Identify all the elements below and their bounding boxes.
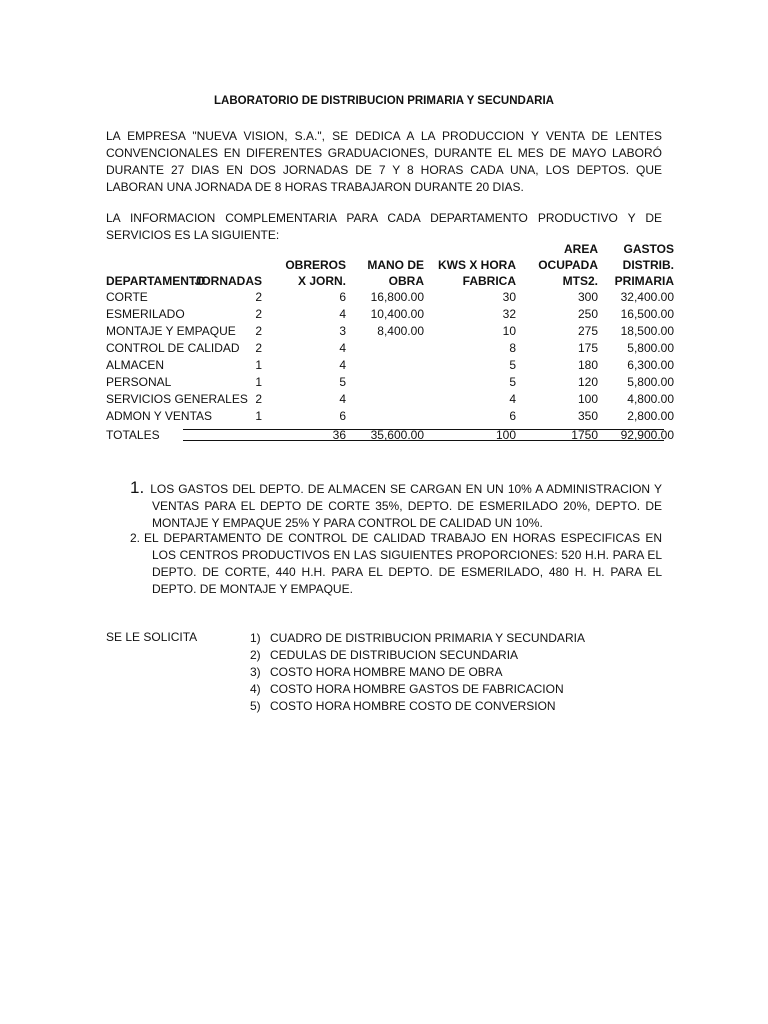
dept-name: ESMERILADO: [106, 306, 185, 321]
table-row: [104, 339, 676, 356]
cell-jornadas: 2: [255, 323, 262, 338]
header-area-1: AREA: [563, 242, 598, 256]
header-jornadas: JORNADAS: [194, 274, 262, 288]
solicita-number: 5): [250, 699, 261, 713]
cell-area: 180: [577, 357, 598, 372]
dept-name: CONTROL DE CALIDAD: [106, 340, 240, 355]
header-row-3: [104, 272, 676, 288]
header-gastos-3: PRIMARIA: [614, 274, 674, 288]
solicita-text: COSTO HORA HOMBRE MANO DE OBRA: [270, 665, 503, 679]
header-row-2: [104, 256, 676, 272]
header-gastos-1: GASTOS: [623, 242, 674, 256]
cell-jornadas: 2: [255, 306, 262, 321]
header-kws-1: KWS X HORA: [438, 258, 516, 272]
cell-obreros: 4: [339, 306, 346, 321]
totals-label: TOTALES: [106, 427, 160, 442]
note-number-2: 2.: [130, 531, 141, 545]
cell-obreros: 3: [339, 323, 346, 338]
note-item-2: [130, 530, 662, 598]
cell-dept: [104, 373, 184, 390]
solicita-item: [250, 681, 585, 698]
solicita-item: [250, 647, 585, 664]
header-obreros-2: X JORN.: [297, 274, 346, 288]
cell-gastos: 2,800.00: [627, 408, 674, 423]
cell-jornadas: 1: [255, 374, 262, 389]
solicita-text: COSTO HORA HOMBRE COSTO DE CONVERSION: [270, 699, 556, 713]
cell-area: 250: [577, 306, 598, 321]
totals-obreros: 36: [332, 427, 346, 442]
cell-obreros: 4: [339, 391, 346, 406]
table-row: [104, 288, 676, 305]
note-number-1: 1.: [130, 478, 145, 497]
totals-mano: 35,600.00: [370, 427, 424, 442]
document-title: LABORATORIO DE DISTRIBUCION PRIMARIA Y SECUNDARIA: [214, 95, 554, 107]
solicita-list: [250, 630, 585, 715]
note-text-2: EL DEPARTAMENTO DE CONTROL DE CALIDAD TRABAJO EN HORAS ESPECIFICAS EN LOS CENTROS PRODUCTIVOS EN LAS SIGUIENTES PROPORCIONES: 520 H.H. PARA EL DEPTO. DE CORTE, 440 H.H. PARA EL DEPTO. DE ESMERILADO, 480 H. H. PARA EL DEPTO. DE MONTAJE Y EMPAQUE.: [144, 531, 662, 596]
cell-dept: [104, 322, 236, 339]
cell-gastos: 4,800.00: [627, 391, 674, 406]
cell-gastos: 6,300.00: [627, 357, 674, 372]
dept-name: ALMACEN: [106, 357, 165, 372]
cell-mano: [348, 373, 426, 390]
cell-gastos: 32,400.00: [620, 289, 674, 304]
cell-jornadas: 1: [255, 357, 262, 372]
cell-area: 300: [577, 289, 598, 304]
totals-kws: 100: [495, 427, 516, 442]
cell-jornadas: 2: [255, 289, 262, 304]
solicita-number: 3): [250, 665, 261, 679]
dept-name: ADMON Y VENTAS: [106, 408, 213, 423]
cell-kws: 5: [509, 374, 516, 389]
table-row: [104, 373, 676, 390]
cell-kws: 6: [509, 408, 516, 423]
cell-dept: [104, 288, 184, 305]
cell-kws: 10: [502, 323, 516, 338]
cell-obreros: 4: [339, 357, 346, 372]
cell-kws: 5: [509, 357, 516, 372]
table-row: [104, 305, 676, 322]
cell-mano: [348, 407, 426, 424]
cell-dept: [104, 407, 213, 424]
distribution-table: [104, 240, 676, 443]
cell-mano: 16,800.00: [370, 289, 424, 304]
cell-obreros: 4: [339, 340, 346, 355]
cell-area: 175: [577, 340, 598, 355]
cell-dept: [104, 356, 184, 373]
dept-name: MONTAJE Y EMPAQUE: [106, 323, 236, 338]
cell-kws: 32: [502, 306, 516, 321]
solicita-number: 2): [250, 648, 261, 662]
cell-dept: [104, 339, 240, 356]
cell-mano: [348, 390, 426, 407]
header-mano-1: MANO DE: [367, 258, 424, 272]
cell-gastos: 18,500.00: [620, 323, 674, 338]
totals-area: 1750: [571, 427, 598, 442]
cell-kws: 30: [502, 289, 516, 304]
solicita-label: SE LE SOLICITA: [106, 630, 198, 644]
cell-mano: [348, 339, 426, 356]
header-dept: DEPARTAMENTO: [106, 274, 206, 288]
cell-dept: [104, 305, 184, 322]
header-obreros-1: OBREROS: [285, 258, 346, 272]
solicita-item: [250, 630, 585, 647]
solicita-number: 4): [250, 682, 261, 696]
table-row: [104, 356, 676, 373]
solicita-text: CUADRO DE DISTRIBUCION PRIMARIA Y SECUNDARIA: [270, 631, 585, 645]
cell-kws: 8: [509, 340, 516, 355]
solicita-item: [250, 664, 585, 681]
header-area-3: MTS2.: [562, 274, 598, 288]
solicita-text: CEDULAS DE DISTRIBUCION SECUNDARIA: [270, 648, 519, 662]
dept-name: CORTE: [106, 289, 148, 304]
cell-area: 275: [577, 323, 598, 338]
info-paragraph: LA INFORMACION COMPLEMENTARIA PARA CADA DEPARTAMENTO PRODUCTIVO Y DE SERVICIOS ES LA SIGUIENTE:: [106, 211, 662, 242]
cell-jornadas: 2: [255, 391, 262, 406]
table-row: [104, 390, 676, 407]
solicita-item: [250, 698, 585, 715]
cell-area: 120: [577, 374, 598, 389]
cell-mano: 10,400.00: [370, 306, 424, 321]
totals-gastos: 92,900.00: [620, 427, 674, 442]
cell-obreros: 6: [339, 408, 346, 423]
header-gastos-2: DISTRIB.: [622, 258, 674, 272]
cell-gastos: 5,800.00: [627, 374, 674, 389]
dept-name: SERVICIOS GENERALES: [106, 391, 248, 406]
cell-area: 350: [577, 408, 598, 423]
note-item-1: [130, 479, 662, 532]
cell-gastos: 5,800.00: [627, 340, 674, 355]
table-row: [104, 407, 676, 424]
header-mano-2: OBRA: [388, 274, 424, 288]
header-row-1: [104, 240, 676, 256]
cell-dept: [104, 390, 248, 407]
cell-obreros: 6: [339, 289, 346, 304]
cell-gastos: 16,500.00: [620, 306, 674, 321]
cell-area: 100: [577, 391, 598, 406]
cell-kws: 4: [509, 391, 516, 406]
solicita-text: COSTO HORA HOMBRE GASTOS DE FABRICACION: [270, 682, 564, 696]
cell-jornadas: 2: [255, 340, 262, 355]
header-area-2: OCUPADA: [538, 258, 598, 272]
cell-obreros: 5: [339, 374, 346, 389]
table-row: [104, 322, 676, 339]
intro-paragraph: LA EMPRESA "NUEVA VISION, S.A.", SE DEDICA A LA PRODUCCION Y VENTA DE LENTES CONVENCIONALES EN DIFERENTES GRADUACIONES, DURANTE EL MES DE MAYO LABORÓ DURANTE 27 DIAS EN DOS JORNADAS DE 7 Y 8 HORAS CADA UNA, LOS DEPTOS. QUE LABORAN UNA JORNADA DE 8 HORAS TRABAJARON DURANTE 20 DIAS.: [106, 129, 662, 194]
cell-mano: [348, 356, 426, 373]
note-text-1: LOS GASTOS DEL DEPTO. DE ALMACEN SE CARGAN EN UN 10% A ADMINISTRACION Y VENTAS PARA EL DEPTO DE CORTE 35%, DEPTO. DE ESMERILADO 20%, DEPTO. DE MONTAJE Y EMPAQUE 25% Y PARA CONTROL DE CALIDAD UN 10%.: [150, 482, 662, 530]
cell-mano: 8,400.00: [377, 323, 424, 338]
cell-jornadas: 1: [255, 408, 262, 423]
solicita-number: 1): [250, 631, 261, 645]
totals-rule-bottom: [183, 440, 664, 441]
dept-name: PERSONAL: [106, 374, 172, 389]
totals-rule-top: [183, 429, 664, 430]
header-kws-2: FABRICA: [462, 274, 516, 288]
